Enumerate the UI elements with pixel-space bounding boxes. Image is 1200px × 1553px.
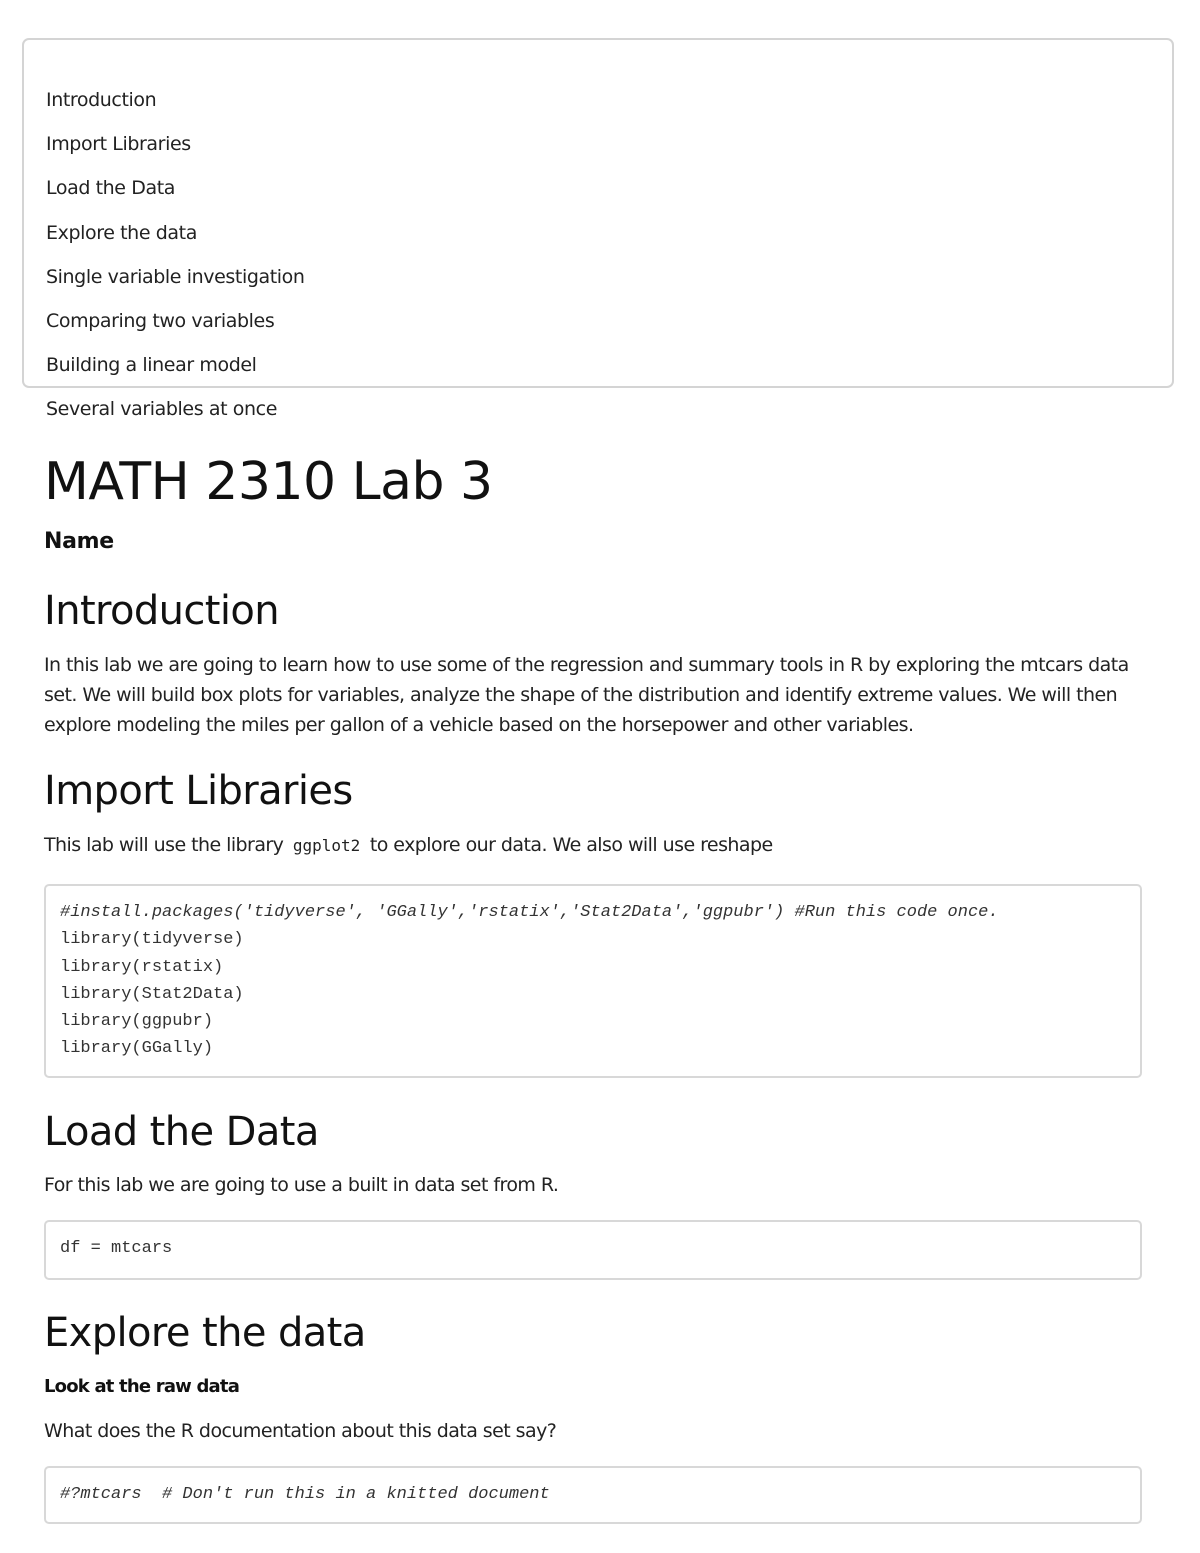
toc-item-linear-model[interactable]: Building a linear model [46, 354, 257, 376]
code-line: library(tidyverse) [60, 930, 244, 950]
author-name: Name [44, 529, 114, 554]
toc-item-several-variables[interactable]: Several variables at once [46, 398, 277, 420]
subheading-raw-data: Look at the raw data [44, 1376, 240, 1397]
toc-item-single-variable[interactable]: Single variable investigation [46, 266, 305, 288]
toc-item-load-the-data[interactable]: Load the Data [46, 177, 176, 199]
toc-item-introduction[interactable]: Introduction [46, 89, 157, 111]
code-line: df = mtcars [60, 1239, 173, 1258]
introduction-paragraph: In this lab we are going to learn how to use some of the regression and summary tools in R by exploring the mtcars data set. We will build box plots for variables, analyze the shape of the distribution and identify extreme values. We will then explore modeling the miles per gallon of a vehicle based on the horsepower and other variables. [44, 654, 1129, 736]
toc-item-import-libraries[interactable]: Import Libraries [46, 133, 191, 155]
heading-explore-the-data: Explore the data [44, 1310, 366, 1356]
code-block-libraries[interactable] [44, 884, 1142, 1078]
heading-import-libraries: Import Libraries [44, 768, 353, 814]
code-block-load-data[interactable] [44, 1220, 1142, 1280]
code-line: library(ggpubr) [60, 1012, 214, 1032]
heading-introduction: Introduction [44, 588, 280, 634]
import-text-before: This lab will use the library [44, 834, 284, 856]
load-data-paragraph: For this lab we are going to use a built in data set from R. [44, 1174, 559, 1196]
toc-item-explore-the-data[interactable]: Explore the data [46, 222, 197, 244]
code-line: #?mtcars # Don't run this in a knitted document [60, 1485, 550, 1504]
page-title: MATH 2310 Lab 3 [44, 452, 493, 512]
code-line: #install.packages('tidyverse', 'GGally','rstatix','Stat2Data','ggpubr') #Run this code once. [60, 903, 999, 922]
explore-paragraph: What does the R documentation about this data set say? [44, 1420, 557, 1442]
code-line: library(GGally) [60, 1039, 214, 1059]
inline-code-ggplot2: ggplot2 [292, 836, 361, 855]
table-of-contents [22, 38, 1174, 420]
toc-item-comparing-two-variables[interactable]: Comparing two variables [46, 310, 275, 332]
code-line: library(Stat2Data) [60, 984, 244, 1004]
heading-load-the-data: Load the Data [44, 1109, 319, 1155]
code-block-explore[interactable] [44, 1466, 1142, 1524]
import-libraries-paragraph [44, 830, 773, 861]
import-text-after: to explore our data. We also will use reshape [369, 834, 773, 856]
code-line: library(rstatix) [60, 957, 224, 977]
